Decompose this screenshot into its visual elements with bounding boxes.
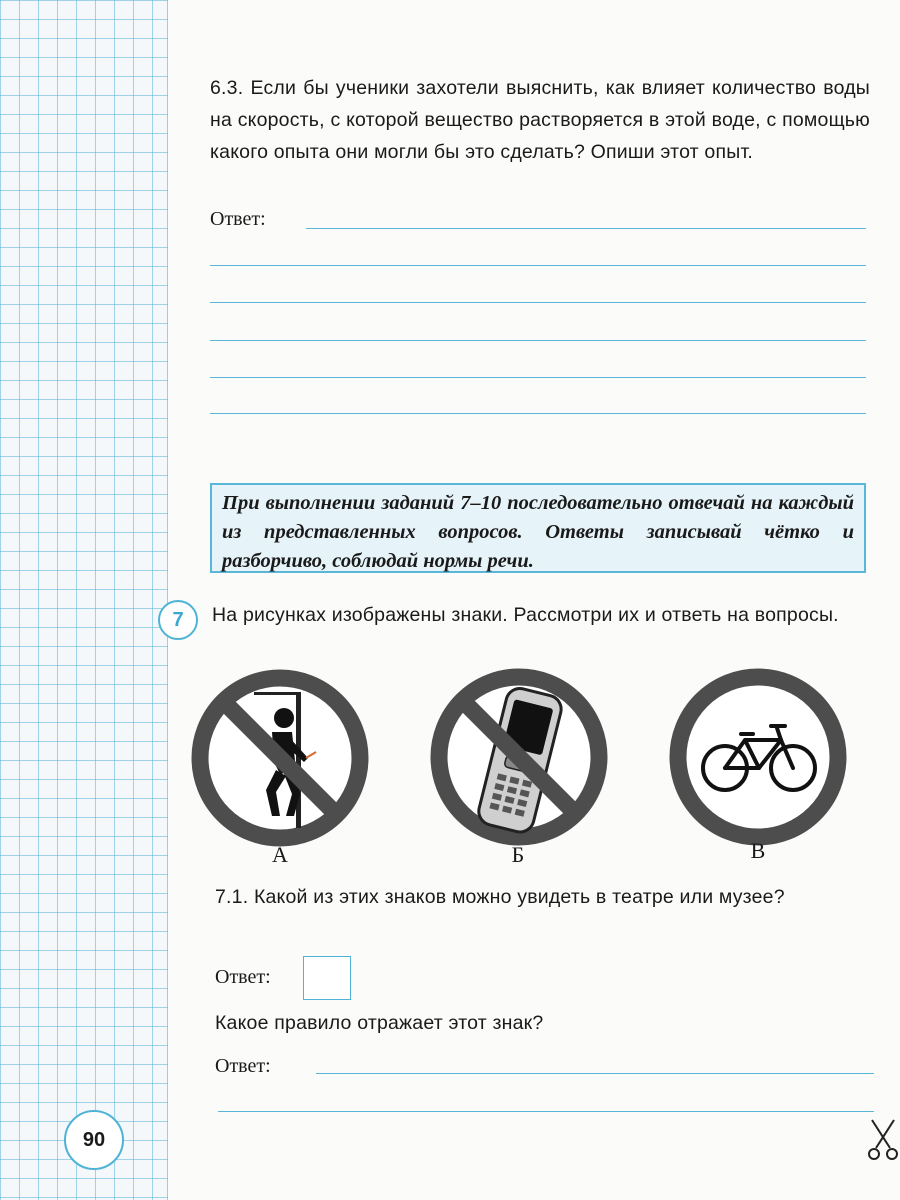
grid-margin	[0, 0, 168, 1200]
answer-line-rule-1[interactable]	[316, 1073, 874, 1074]
bicycle-icon	[665, 664, 851, 850]
instructions-box: При выполнении заданий 7–10 последовательно отвечай на каждый из представленных вопросов. Ответы записывай чётко и разборчиво, соблюдай нормы речи.	[210, 483, 866, 573]
answer-label-rule: Ответ:	[215, 1055, 271, 1077]
answer-line-6-3-4[interactable]	[210, 340, 866, 341]
sign-label-v: В	[750, 838, 766, 863]
task-7-text: На рисунках изображены знаки. Рассмотри их и ответь на вопросы.	[212, 604, 839, 626]
question-7-1-text: 7.1. Какой из этих знаков можно увидеть в театре или музее?	[215, 886, 785, 908]
answer-label-7-1: Ответ:	[215, 966, 271, 988]
no-mobile-phone-icon	[426, 664, 612, 850]
answer-line-6-3-6[interactable]	[210, 413, 866, 414]
sign-label-b: Б	[511, 842, 525, 867]
answer-box-7-1[interactable]	[303, 956, 351, 1000]
sign-label-a: А	[272, 842, 288, 867]
answer-line-6-3-3[interactable]	[210, 302, 866, 303]
question-6-3-text: 6.3. Если бы ученики захотели выяснить, как влияет количество воды на скорость, с которой вещество растворяется в этой воде, с помощью какого опыта они могли бы это сделать? Опиши этот опыт.	[210, 77, 870, 163]
no-leaning-person-icon	[188, 666, 372, 850]
scissors-icon	[868, 1118, 898, 1162]
rule-question-text: Какое правило отражает этот знак?	[215, 1012, 544, 1034]
page-number: 90	[64, 1110, 124, 1170]
answer-line-rule-2[interactable]	[218, 1111, 874, 1112]
answer-line-6-3-2[interactable]	[210, 265, 866, 266]
task-number-badge: 7	[158, 600, 198, 640]
answer-line-6-3-5[interactable]	[210, 377, 866, 378]
answer-label-6-3: Ответ:	[210, 208, 266, 230]
answer-line-6-3-1[interactable]	[306, 228, 866, 229]
